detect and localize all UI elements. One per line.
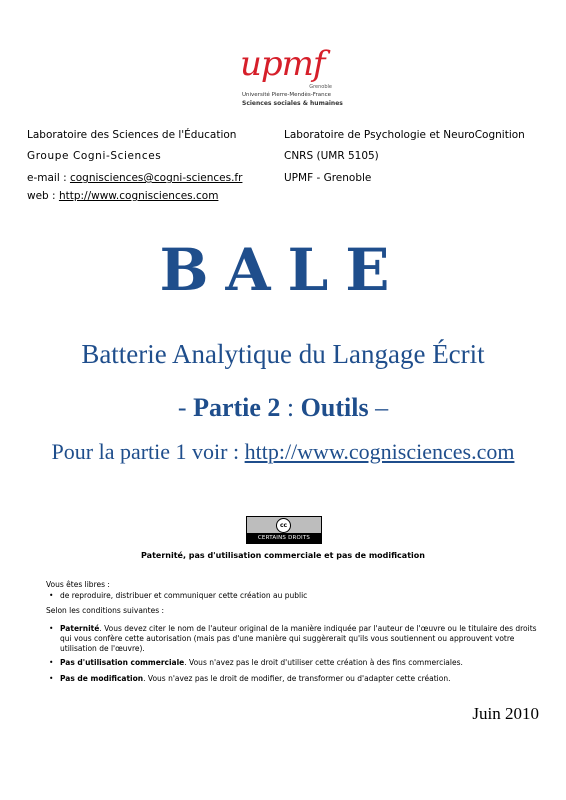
email-link[interactable]: cognisciences@cogni-sciences.fr — [69, 172, 243, 184]
condition-no-derivatives — [46, 674, 544, 684]
license-title: Paternité, pas d'utilisation commerciale et pas de modification — [141, 551, 425, 560]
condition-term: Pas d'utilisation commerciale — [60, 658, 185, 667]
web-line — [27, 189, 218, 203]
right-place: UPMF - Grenoble — [284, 172, 372, 184]
right-cnrs: CNRS (UMR 5105) — [284, 150, 379, 162]
free-list — [46, 591, 544, 601]
free-intro: Vous êtes libres : — [46, 580, 110, 589]
logo-tagline: Sciences sociales & humaines — [242, 100, 343, 107]
part1-link[interactable]: http://www.cognisciences.com — [244, 439, 515, 464]
web-label: web : — [27, 190, 59, 202]
logo-university: Université Pierre-Mendès-France — [242, 92, 332, 98]
part-name: Partie 2 — [193, 393, 281, 422]
email-line — [27, 171, 242, 185]
condition-text: . Vous n'avez pas le droit d'utiliser cette création à des fins commerciales. — [184, 658, 463, 667]
web-link[interactable]: http://www.cognisciences.com — [58, 190, 219, 202]
part-heading — [0, 393, 566, 423]
cc-icon: cc — [276, 518, 291, 533]
document-date: Juin 2010 — [472, 704, 539, 723]
logo-wordmark: upmf — [240, 44, 325, 84]
upmf-logo — [232, 44, 342, 116]
email-label: e-mail : — [27, 172, 70, 184]
cc-badge-text: CERTAINS DROITS RÉSERVÉS — [247, 533, 321, 543]
condition-term: Pas de modification — [60, 674, 144, 683]
left-lab: Laboratoire des Sciences de l'Éducation — [27, 129, 237, 141]
cc-license-badge[interactable] — [246, 516, 322, 551]
page-subtitle: Batterie Analytique du Langage Écrit — [81, 339, 485, 369]
condition-paternite — [46, 624, 544, 654]
part1-reference — [0, 438, 566, 466]
condition-text: . Vous devez citer le nom de l'auteur original de la manière indiquée par l'auteur de l'œuvre ou le titulaire des droits qui vous confère cette autorisation (mais pas d'une manière qui suggèrerait qu'ils vous soutiennent ou approuvent votre utilisation de l'œuvre). — [60, 624, 537, 653]
part-tools: Outils — [300, 393, 369, 422]
logo-city: Grenoble — [309, 84, 332, 90]
free-item: • de reproduire, distribuer et communiquer cette création au public — [46, 591, 544, 601]
part-prefix: - — [177, 393, 194, 422]
condition-term: Paternité — [60, 624, 100, 633]
part-sep: : — [280, 393, 301, 422]
right-lab: Laboratoire de Psychologie et NeuroCognition — [284, 129, 525, 141]
page-title: BALE — [159, 236, 407, 304]
part-suffix: – — [368, 393, 389, 422]
part1-label: Pour la partie 1 voir : — [51, 439, 245, 464]
left-group: Groupe Cogni-Sciences — [27, 150, 162, 162]
conditions-intro: Selon les conditions suivantes : — [46, 606, 165, 615]
condition-text: . Vous n'avez pas le droit de modifier, de transformer ou d'adapter cette création. — [143, 674, 451, 683]
conditions-list — [46, 624, 544, 684]
condition-non-commercial — [46, 658, 544, 668]
